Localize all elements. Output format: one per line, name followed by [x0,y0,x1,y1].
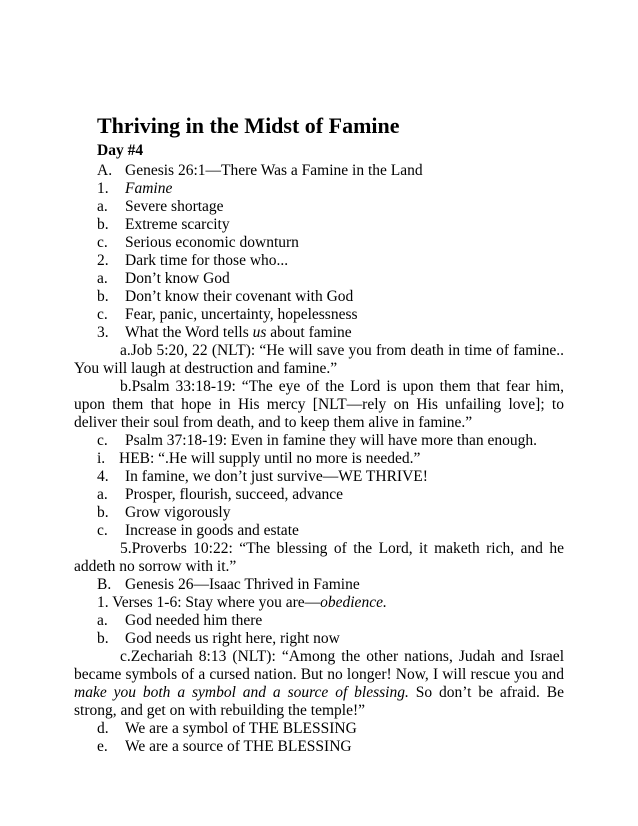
outline-item [74,468,564,486]
outline-text: Increase in goods and estate [125,522,299,539]
outline-text: Dark time for those who... [125,252,289,269]
outline-item [74,522,564,540]
outline-marker: c. [97,234,108,251]
outline-text: Genesis 26—Isaac Thrived in Famine [125,576,360,593]
outline-text: God needed him there [125,612,263,629]
outline-text: Fear, panic, uncertainty, hopelessness [125,306,358,323]
outline-marker: b. [97,216,109,233]
outline-marker: b. [97,504,109,521]
outline-marker: c. [120,648,131,665]
outline-item [74,306,564,324]
outline-marker: a. [120,342,131,359]
scripture-text-part: Zechariah 8:13 (NLT): “Among the other nations, Judah and Israel became symbols of a cursed nation. But no longer! Now, I will rescue you and [74,648,564,683]
outline-item [74,270,564,288]
outline-item [74,576,564,594]
outline-text: Don’t know God [125,270,230,287]
outline-text-part: What the Word tells [125,324,253,341]
outline-item [74,234,564,252]
outline-marker: a. [97,486,108,503]
outline-item [74,738,564,756]
scripture-text [74,648,564,719]
outline-marker: b. [97,288,109,305]
outline-item [74,432,564,450]
scripture-text: Psalm 33:18-19: “The eye of the Lord is upon them that fear him, upon them that hope in His mercy [NLT—rely on His unfailing love]; to deliver their soul from death, and to keep them alive in famine.” [74,378,564,431]
outline-text: Psalm 37:18-19: Even in famine they will have more than enough. [125,432,537,449]
outline-marker: 4. [97,468,109,485]
outline-marker: c. [97,522,108,539]
scripture-text: Proverbs 10:22: “The blessing of the Lord, it maketh rich, and he addeth no sorrow with it.” [74,540,564,575]
outline-item [74,720,564,738]
outline-marker: A. [97,162,113,179]
outline-text-emphasis: us [252,324,267,341]
outline-item [74,504,564,522]
outline-marker: d. [97,720,109,737]
outline-text: Famine [125,180,173,197]
scripture-text: Job 5:20, 22 (NLT): “He will save you from death in time of famine.. You will laugh at destruction and famine.” [74,342,564,377]
outline-item [74,288,564,306]
outline-text: Don’t know their covenant with God [125,288,354,305]
scripture-paragraph [74,540,564,576]
scripture-paragraph [74,378,564,432]
outline-item [74,216,564,234]
outline-marker: e. [97,738,108,755]
outline-text: In famine, we don’t just survive—WE THRIVE! [125,468,428,485]
scripture-paragraph [74,648,564,720]
outline-marker: b. [120,378,132,395]
outline-marker: i. [97,450,106,467]
outline-item [74,612,564,630]
outline-text: Severe shortage [125,198,224,215]
outline-marker: B. [97,576,112,593]
scripture-text-emphasis: make you both a symbol and a source of blessing. [74,684,409,701]
outline-marker: 5. [120,540,132,557]
outline-marker: a. [97,198,108,215]
scripture-paragraph [74,342,564,378]
outline-marker: 2. [97,252,109,269]
outline-item [74,252,564,270]
outline-text [97,594,387,611]
outline-marker: 1. [97,180,109,197]
outline-text: Prosper, flourish, succeed, advance [125,486,344,503]
outline-text: We are a source of THE BLESSING [125,738,352,755]
outline-text: Genesis 26:1—There Was a Famine in the Land [125,162,423,179]
day-label: Day #4 [97,142,144,159]
outline-text: We are a symbol of THE BLESSING [125,720,357,737]
outline-text: Serious economic downturn [125,234,299,251]
outline-marker: a. [97,612,108,629]
outline-item [74,630,564,648]
outline-marker: b. [97,630,109,647]
outline-text-emphasis: obedience. [320,594,387,611]
outline-text-part: about famine [266,324,352,341]
scripture-text-part: So don’t be afraid. Be strong, and get on with rebuilding the temple!” [74,684,564,719]
outline-marker: c. [97,432,108,449]
outline-item [74,594,564,612]
outline-marker: c. [97,306,108,323]
outline-item [74,162,564,180]
outline-text: HEB: “.He will supply until no more is needed.” [119,450,421,467]
outline-item [74,324,564,342]
outline-text [125,324,352,341]
outline-item [74,450,564,468]
outline-text-part: 1. Verses 1-6: Stay where you are— [97,594,321,611]
outline-body [74,162,564,756]
outline-item [74,180,564,198]
outline-item [74,198,564,216]
outline-text: Extreme scarcity [125,216,230,233]
outline-item [74,486,564,504]
outline-text: God needs us right here, right now [125,630,340,647]
outline-text: Grow vigorously [125,504,231,521]
page-title: Thriving in the Midst of Famine [97,113,400,138]
outline-marker: 3. [97,324,109,341]
outline-marker: a. [97,270,108,287]
